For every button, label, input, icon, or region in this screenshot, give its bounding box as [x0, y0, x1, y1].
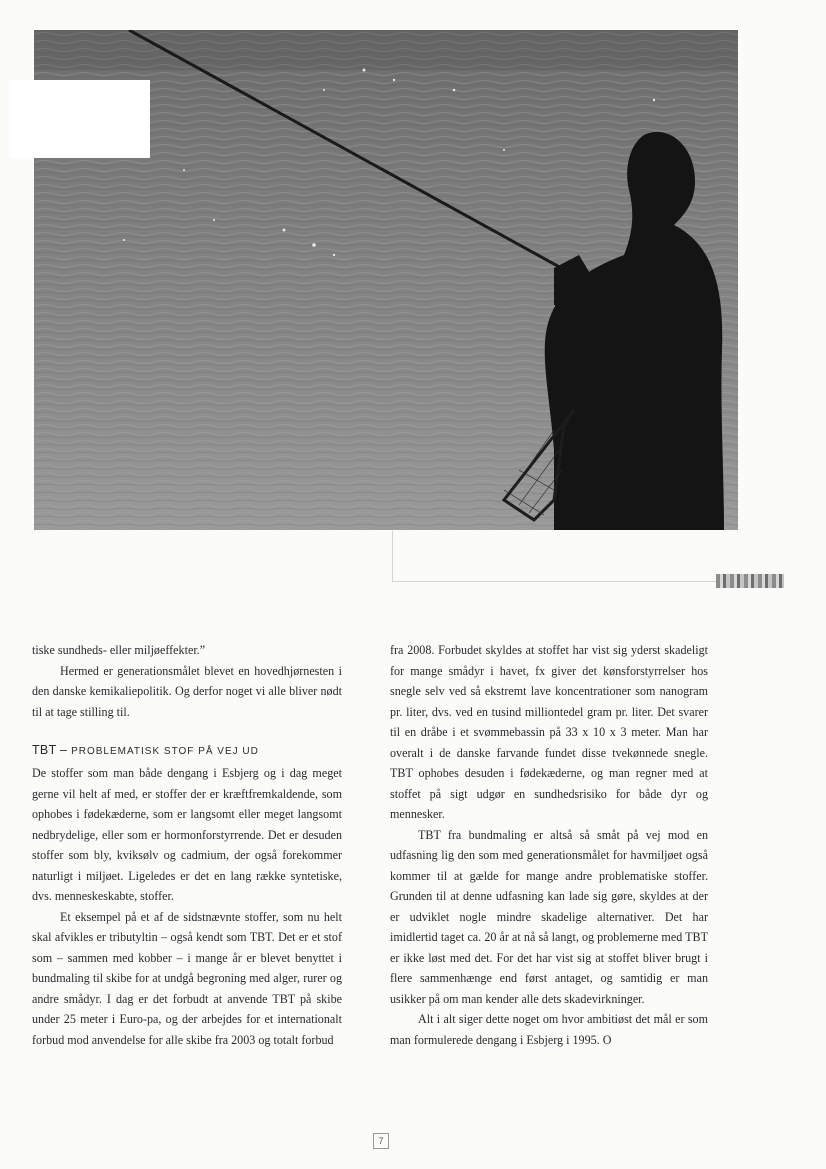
paragraph: Alt i alt siger dette noget om hvor ambitiøst det mål er som man formulerede dengang i Esbjerg i 1995. O: [390, 1012, 708, 1047]
section-heading-text: PROBLEMATISK STOF PÅ VEJ UD: [71, 746, 259, 757]
paragraph: fra 2008. Forbudet skyldes at stoffet har vist sig yderst skadeligt for mange smådyr i havet, fx giver det kønsforstyrrelser hos snegle selv ved så ekstremt lave koncentrationer som nanogram pr. liter, dvs. ved en tusind milliontedel gram pr. liter. Det svarer til en dråbe i et svømmebassin på 33 x 10 x 3 meter. Man har overalt i de danske farvande fundet disse tvekønnede snegle. TBT ophobes desuden i fødekæderne, og man regner med at stoffet på sigt udgør en sundhedsrisiko for både dyr og mennesker.: [390, 643, 708, 821]
blank-overlay-box: [10, 80, 150, 158]
section-heading: [32, 740, 342, 762]
paragraph: Et eksempel på et af de sidstnævnte stoffer, som nu helt skal afvikles er tributyltin – også kendt som TBT. Det er et stof som – sammen med kobber – i mange år er blevet benyttet i bundmaling til skibe for at undgå begroning med alger, rurer og andre smådyr. I dag er det forbudt at anvende TBT på skibe under 25 meter i Euro-pa, og der arbejdes for et internationalt forbud mod anvendelse for alle skibe fra 2003 og totalt forbud: [32, 909, 342, 1047]
paragraph: Hermed er generationsmålet blevet en hovedhjørnesten i den danske kemikaliepolitik. Og derfor noget vi alle bliver nødt til at tage stilling til.: [32, 663, 342, 719]
right-column: [390, 640, 708, 1050]
page-number: 7: [373, 1133, 389, 1149]
paragraph: TBT fra bundmaling er altså så småt på vej mod en udfasning lig den som med generationsmålet for havmiljøet også kommer til at gælde for mange andre problematiske stoffer. Grunden til at denne udfasning kan lade sig gøre, skyldes at der er udviklet nogle mindre skadelige alternativer. Det har imidlertid taget ca. 20 år at nå så langt, og problemerne med TBT er ikke løst med det. For det har vist sig at stoffet bliver brugt i flere sammenhænge end først antaget, og samtidig er man usikker på om man kender alle dets skadevirkninger.: [390, 827, 708, 1006]
paragraph: tiske sundheds- eller miljøeffekter.”: [32, 643, 206, 657]
paragraph: De stoffer som man både dengang i Esbjerg og i dag meget gerne vil helt af med, er stoffer der er kræftfremkaldende, som ophobes i fødekæderne, som er langsomt eller meget langsomt nedbrydelige, eller som er hormonforstyrrende. Det er desuden stoffer som bly, kviksølv og cadmium, der også forekommer naturligt i miljøet. Ligeledes er det en lang række syntetiske, dvs. menneskeskabte, stoffer.: [32, 766, 342, 903]
section-heading-prefix: TBT –: [32, 743, 72, 757]
left-column: [32, 640, 342, 1050]
caption-frame: [392, 531, 739, 582]
decorative-texture-strip: [716, 574, 784, 588]
